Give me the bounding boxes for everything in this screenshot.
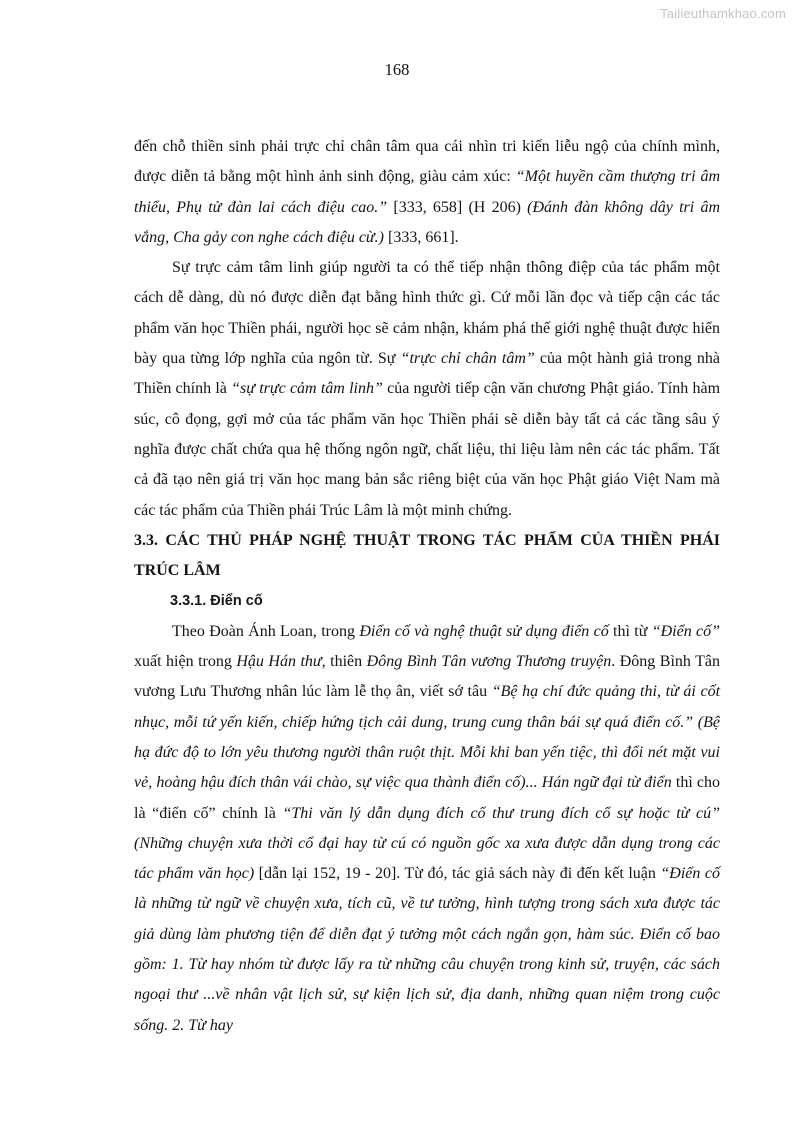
paragraph-1-text-2: [333, 658] (H 206) [387,198,528,216]
paragraph-3-term: “Điển cố” [651,622,721,640]
paragraph-1-text-1: đến chỗ thiền sinh phải trực chỉ chân tâm qua cái nhìn tri kiến liễu ngộ của chính mình, được diễn tả bằng một hình ảnh sinh động, giàu cảm xúc: [134,138,720,186]
paragraph-1-poem-translation: (Đánh đàn không dây tri âm vắng, Cha gảy con nghe cách điệu cừ.) [134,198,720,246]
paragraph-3-source-1: Hậu Hán thư, [236,653,326,671]
paragraph-3 [134,617,720,1041]
paragraph-3-quote-3: “Điển cố là những từ ngữ về chuyện xưa, tích cũ, về tư tưởng, hình tượng trong sách xưa được tác giả dùng làm phương tiện để diễn đạt ý tưởng một cách ngắn gọn, hàm súc. Điển cố bao gồm: 1. Từ hay nhóm từ được lấy ra từ những câu chuyện trong kinh sử, truyện, các sách ngoại thư ...về nhân vật lịch sử, sự kiện lịch sử, địa danh, những quan niệm trong cuộc sống. 2. Từ hay [134,865,720,1034]
paragraph-3-text-6: thì cho là “điển cố” chính là [134,774,720,822]
section-heading: 3.3. CÁC THỦ PHÁP NGHỆ THUẬT TRONG TÁC PHẨM CỦA THIỀN PHÁI TRÚC LÂM [134,531,720,580]
paragraph-3-quote-1: “Bệ hạ chí đức quảng thi, từ ái cốt nhục, mỗi tứ yến kiến, chiếp hứng tịch cải dung, trung cung thân bái sự quá điển cố.” (Bệ hạ đức độ to lớn yêu thương người thân ruột thịt. Mỗi khi ban yến tiệc, thì đổi nét mặt vui vẻ, hoàng hậu đích thân vái chào, sự việc qua thành điển cố)... Hán ngữ đại từ điển [134,683,721,792]
page-number: 168 [384,60,410,79]
paragraph-2-quote-1: “trực chỉ chân tâm” [400,350,535,368]
paragraph-1-poem-quote: “Một huyền cầm thượng tri âm thiểu, Phụ tử đàn lai cách điệu cao.” [134,168,721,216]
paragraph-2-text-2: của một hành giả trong nhà Thiền chính là [134,350,720,398]
paragraph-3-text-4: thiên [325,653,367,671]
subsection-heading: 3.3.1. Điển cố [170,593,263,610]
paragraph-3-text-2: thì từ [608,622,652,640]
paragraph-2-text-3: của người tiếp cận văn chương Phật giáo. Tính hàm súc, cô đọng, gợi mở của tác phẩm văn học Thiền phái sẽ diễn bày tất cả các tầng sâu ý nghĩa được chất chứa qua hệ thống ngôn ngữ, chất liệu, thi liệu làm nên các tác phẩm. Tất cả đã tạo nên giá trị văn học mang bản sắc riêng biệt của văn học Phật giáo Việt Nam mà các tác phẩm của Thiền phái Trúc Lâm là một minh chứng. [134,380,721,519]
paragraph-1 [134,132,720,253]
paragraph-2-text-1: Sự trực cảm tâm linh giúp người ta có thể tiếp nhận thông điệp của tác phẩm một cách dễ dàng, dù nó được diễn đạt bằng hình thức gì. Cứ mỗi lần đọc và tiếp cận các tác phẩm văn học Thiền phái, người học sẽ cảm nhận, khám phá thế giới nghệ thuật được hiển bày qua từng lớp nghĩa của ngôn từ. Sự [134,259,720,368]
paragraph-3-quote-2: “Thi văn lý dẫn dụng đích cổ thư trung đích cổ sự hoặc từ cú” (Những chuyện xưa thời cổ đại hay từ cú có nguồn gốc xa xưa được dẫn dụng trong các tác phẩm văn học) [134,804,720,883]
watermark: Tailieuthamkhao.com [660,6,786,21]
paragraph-3-text-5: . Đông Bình Tân vương Lưu Thương nhân lúc làm lễ thọ ân, viết sớ tâu [134,653,720,701]
paragraph-1-text-3: [333, 661]. [383,228,459,246]
document-body [134,132,720,1041]
paragraph-3-source-2: Đông Bình Tân vương Thương truyện [366,653,612,671]
paragraph-2 [134,253,720,526]
paragraph-3-text-7: [dẫn lại 152, 19 - 20]. Từ đó, tác giả sách này đi đến kết luận [254,865,661,883]
paragraph-3-text-3: xuất hiện trong [134,653,237,671]
paragraph-3-text-1: Theo Đoàn Ánh Loan, trong [172,622,360,640]
paragraph-2-quote-2: “sự trực cảm tâm linh” [231,380,383,398]
paragraph-3-book-title: Điển cố và nghệ thuật sử dụng điển cố [359,622,609,640]
